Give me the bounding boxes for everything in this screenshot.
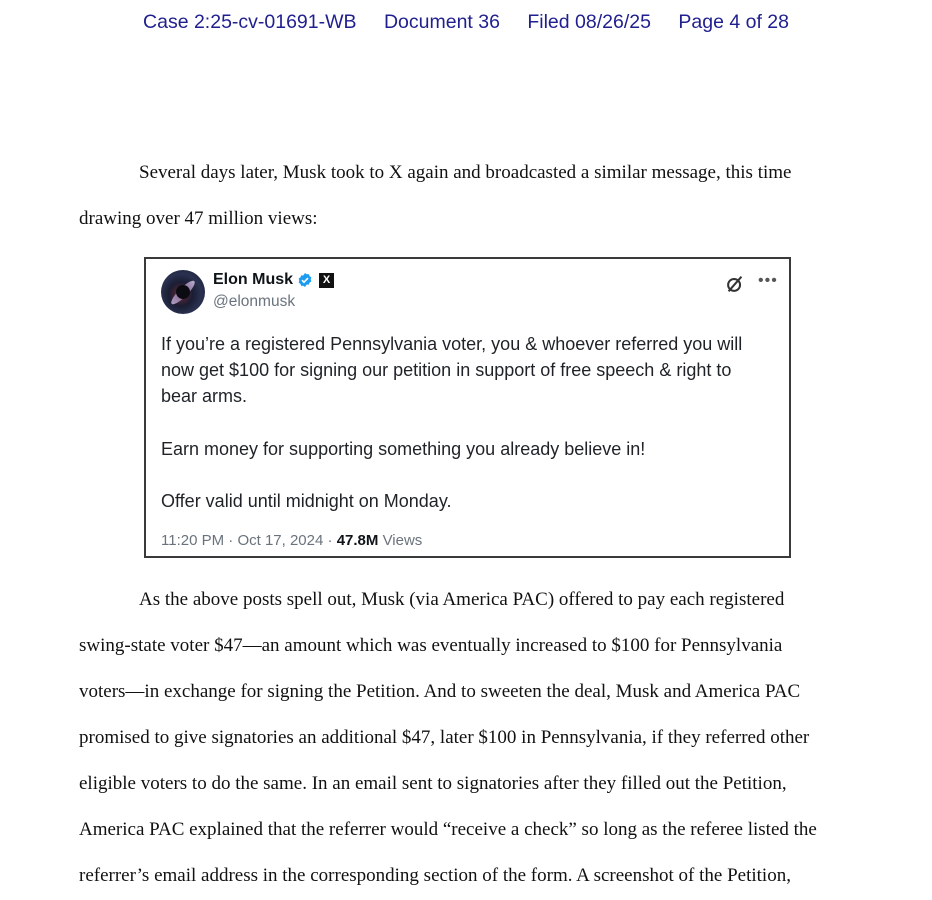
paragraph-line: eligible voters to do the same. In an email sent to signatories after they filled out the Petition, xyxy=(79,773,787,794)
tweet-text-line: bear arms. xyxy=(161,386,248,406)
tweet-text-paragraph xyxy=(161,331,786,409)
x-logo-icon: X xyxy=(319,273,334,288)
verified-badge-icon xyxy=(297,272,313,288)
embedded-tweet xyxy=(144,257,791,558)
case-header xyxy=(0,11,932,34)
document-number: Document 36 xyxy=(383,11,500,33)
separator: · xyxy=(327,532,337,549)
tweet-date: Oct 17, 2024 xyxy=(237,532,324,549)
tweet-text xyxy=(161,331,786,514)
author-handle: @elonmusk xyxy=(213,293,296,310)
tweet-text-paragraph: Offer valid until midnight on Monday. xyxy=(161,491,452,511)
grok-icon[interactable] xyxy=(724,273,746,295)
separator: · xyxy=(228,532,238,549)
paragraph-line: promised to give signatories an additional $47, later $100 in Pennsylvania, if they referred other xyxy=(79,727,810,748)
tweet-text-line: If you’re a registered Pennsylvania voter, you & whoever referred you will xyxy=(161,334,743,354)
paragraph-line: referrer’s email address in the corresponding section of the form. A screenshot of the Petition, xyxy=(79,865,791,886)
tweet-time: 11:20 PM xyxy=(161,532,225,549)
paragraph-line: drawing over 47 million views: xyxy=(79,208,318,229)
case-number: Case 2:25-cv-01691-WB xyxy=(143,11,357,33)
paragraph-line: Several days later, Musk took to X again and broadcasted a similar message, this time xyxy=(139,162,792,183)
paragraph-line: voters—in exchange for signing the Petition. And to sweeten the deal, Musk and America PAC xyxy=(79,681,801,702)
tweet-text-paragraph: Earn money for supporting something you already believe in! xyxy=(161,439,646,459)
views-label: Views xyxy=(382,532,423,549)
avatar xyxy=(161,270,205,314)
paragraph-line: swing-state voter $47—an amount which was eventually increased to $100 for Pennsylvania xyxy=(79,635,783,656)
author-row xyxy=(213,271,334,289)
paragraph-line: America PAC explained that the referrer would “receive a check” so long as the referee listed the xyxy=(79,819,817,840)
tweet-meta xyxy=(161,532,422,549)
author-name: Elon Musk xyxy=(213,271,294,288)
views-count: 47.8M xyxy=(336,532,379,549)
paragraph-line: As the above posts spell out, Musk (via America PAC) offered to pay each registered xyxy=(139,589,785,610)
page-number: Page 4 of 28 xyxy=(678,11,789,33)
more-options-icon[interactable]: ••• xyxy=(758,272,778,289)
filed-date: Filed 08/26/25 xyxy=(527,11,651,33)
tweet-text-line: now get $100 for signing our petition in support of free speech & right to xyxy=(161,360,732,380)
